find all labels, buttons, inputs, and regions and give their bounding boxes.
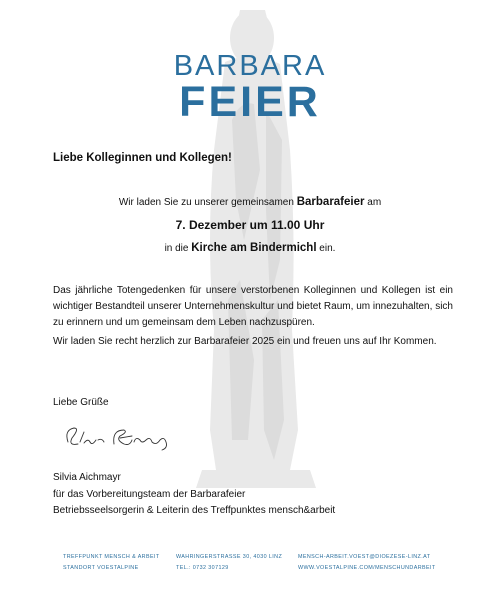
- footer-email[interactable]: MENSCH-ARBEIT.VOEST@DIOEZESE-LINZ.AT: [298, 554, 431, 560]
- footer-website[interactable]: WWW.VOESTALPINE.COM/MENSCHUNDARBEIT: [298, 565, 436, 571]
- event-location: Kirche am Bindermichl: [191, 242, 317, 254]
- footer-address: [176, 552, 282, 574]
- sender-name: Silvia Aichmayr: [53, 472, 121, 483]
- body-paragraph-1: Das jährliche Totengedenken für unsere verstorbenen Kolleginnen und Kollegen ist ein wichtiger Bestandteil unserer Unternehmenskultur und bietet Raum, um innezuhalten, sich zu erinnern und um gemeinsam dem Leben nachzuspüren.: [53, 285, 453, 328]
- sender-block: [53, 470, 335, 520]
- location-post: ein.: [316, 243, 336, 254]
- footer-contact: [298, 552, 436, 574]
- footer-phone: TEL.: 0732 307129: [176, 565, 229, 571]
- footer: [0, 552, 500, 582]
- event-date-time: 7. Dezember um 11.00 Uhr: [175, 218, 325, 232]
- footer-org-name: TREFFPUNKT MENSCH & ARBEIT: [63, 554, 160, 560]
- location-pre: in die: [164, 243, 192, 254]
- location-line: [0, 240, 500, 257]
- sender-role: Betriebsseelsorgerin & Leiterin des Treffpunktes mensch&arbeit: [53, 505, 336, 516]
- closing: Liebe Grüße: [53, 397, 109, 408]
- invitation-post: am: [364, 197, 382, 208]
- invitation-line: [0, 194, 500, 211]
- invitation-pre: Wir laden Sie zu unserer gemeinsamen: [118, 197, 297, 208]
- greeting: Liebe Kolleginnen und Kollegen!: [53, 152, 232, 164]
- title-line-1: BARBARA: [173, 50, 327, 82]
- title-line-2: FEIER: [179, 78, 321, 126]
- footer-org-site: STANDORT VOESTALPINE: [63, 565, 139, 571]
- handwritten-signature: [62, 418, 182, 454]
- sender-team: für das Vorbereitungsteam der Barbarafeier: [53, 488, 246, 500]
- body-paragraph-2: Wir laden Sie recht herzlich zur Barbarafeier 2025 ein und freuen uns auf Ihr Kommen.: [53, 336, 437, 347]
- footer-street: WAHRINGERSTRASSE 30, 4030 LINZ: [176, 554, 283, 560]
- footer-organisation: [63, 552, 160, 574]
- event-name: Barbarafeier: [296, 196, 365, 208]
